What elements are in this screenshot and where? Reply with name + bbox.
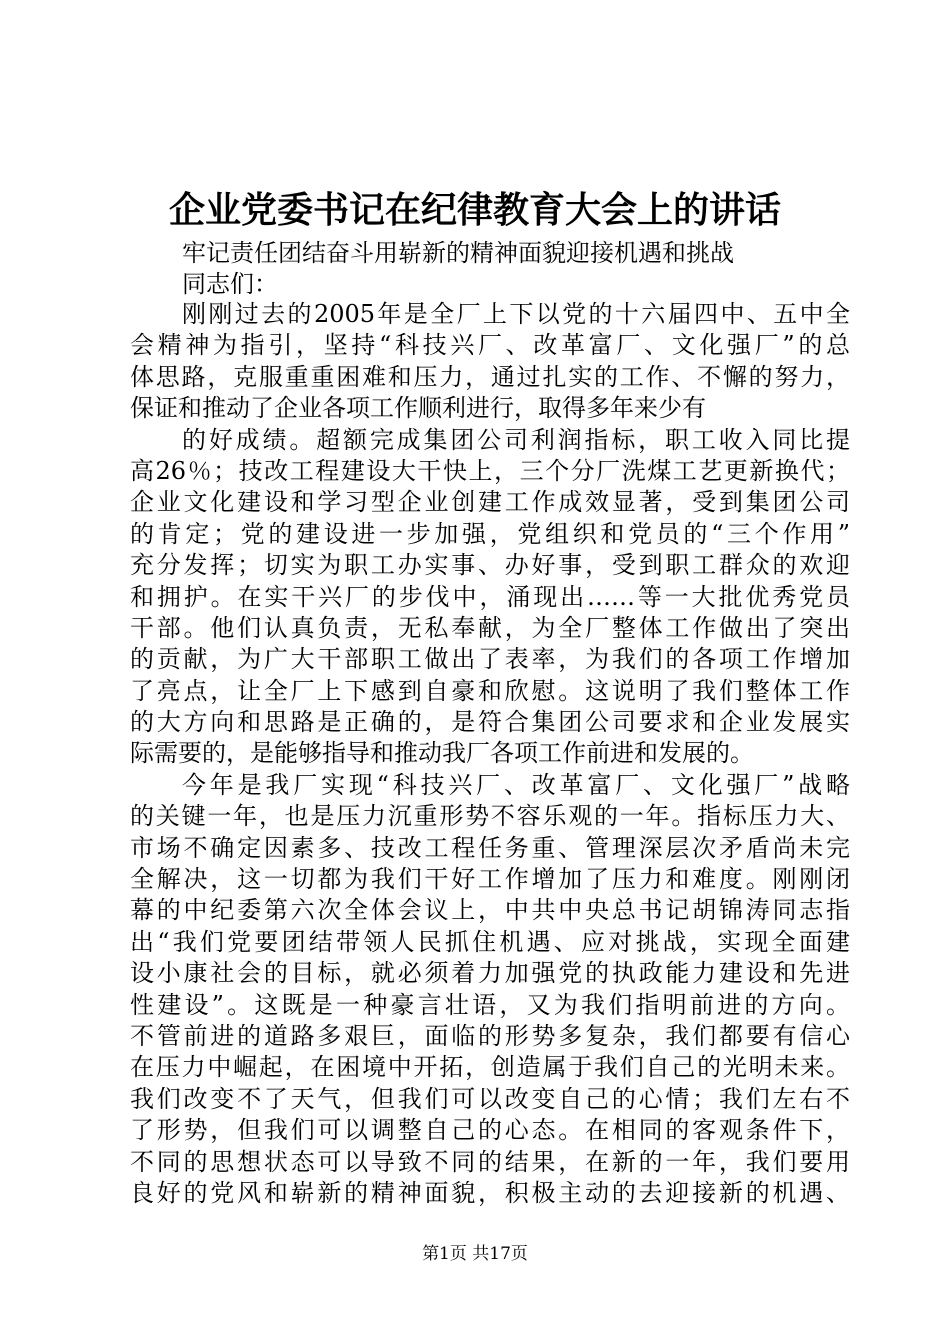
text-line: 际需要的，是能够指导和推动我厂各项工作前进和发展的。 — [130, 739, 754, 768]
text-line: 保证和推动了企业各项工作顺利进行，取得多年来少有 — [130, 394, 706, 423]
text-line: 和拥护。在实干兴厂的步伐中，涌现出……等一大批优秀党员 — [130, 582, 850, 611]
text-line: 高26％；技改工程建设大干快上，三个分厂洗煤工艺更新换代； — [130, 456, 850, 485]
text-line: 不同的思想状态可以导致不同的结果，在新的一年，我们要用 — [130, 1147, 850, 1176]
text-line: 市场不确定因素多、技改工程任务重、管理深层次矛盾尚未完 — [130, 833, 850, 862]
text-line: 企业文化建设和学习型企业创建工作成效显著，受到集团公司 — [130, 488, 850, 517]
text-line: 体思路，克服重重困难和压力，通过扎实的工作、不懈的努力， — [130, 362, 850, 391]
text-line: 充分发挥；切实为职工办实事、办好事，受到职工群众的欢迎 — [130, 551, 850, 580]
text-line: 性建设”。这既是一种豪言壮语，又为我们指明前进的方向。 — [130, 990, 850, 1019]
text-line: 了形势，但我们可以调整自己的心态。在相同的客观条件下， — [130, 1116, 850, 1145]
text-line: 在压力中崛起，在困境中开拓，创造属于我们自己的光明未来。 — [130, 1053, 850, 1082]
salutation: 同志们： — [182, 270, 278, 298]
text-line: 刚刚过去的2005年是全厂上下以党的十六届四中、五中全 — [182, 300, 850, 328]
document-subtitle: 牢记责任团结奋斗用崭新的精神面貌迎接机遇和挑战 — [182, 239, 734, 267]
text-line: 我们改变不了天气，但我们可以改变自己的心情；我们左右不 — [130, 1084, 850, 1113]
text-line: 的好成绩。超额完成集团公司利润指标，职工收入同比提 — [182, 425, 850, 454]
text-line: 的贡献，为广大干部职工做出了表率，为我们的各项工作增加 — [130, 645, 850, 674]
document-title: 企业党委书记在纪律教育大会上的讲话 — [168, 189, 781, 231]
text-line: 干部。他们认真负责，无私奉献，为全厂整体工作做出了突出 — [130, 613, 850, 642]
text-line: 的关键一年，也是压力沉重形势不容乐观的一年。指标压力大、 — [130, 802, 850, 831]
body-text — [130, 299, 850, 1209]
text-line: 的大方向和思路是正确的，是符合集团公司要求和企业发展实 — [130, 708, 850, 737]
text-line: 良好的党风和崭新的精神面貌，积极主动的去迎接新的机遇、 — [130, 1178, 850, 1207]
text-line: 今年是我厂实现“科技兴厂、改革富厂、文化强厂”战略 — [182, 770, 850, 799]
page-footer: 第1页 共17页 — [422, 1244, 528, 1264]
text-line: 幕的中纪委第六次全体会议上，中共中央总书记胡锦涛同志指 — [130, 896, 850, 925]
text-line: 不管前进的道路多艰巨，面临的形势多复杂，我们都要有信心 — [130, 1021, 850, 1050]
text-line: 设小康社会的目标，就必须着力加强党的执政能力建设和先进 — [130, 959, 850, 988]
text-line: 会精神为指引，坚持“科技兴厂、改革富厂、文化强厂”的总 — [130, 331, 850, 360]
text-line: 的肯定；党的建设进一步加强，党组织和党员的“三个作用” — [130, 519, 850, 548]
text-line: 了亮点，让全厂上下感到自豪和欣慰。这说明了我们整体工作 — [130, 676, 850, 705]
text-line: 全解决，这一切都为我们干好工作增加了压力和难度。刚刚闭 — [130, 865, 850, 894]
text-line: 出“我们党要团结带领人民抓住机遇、应对挑战，实现全面建 — [130, 927, 850, 956]
